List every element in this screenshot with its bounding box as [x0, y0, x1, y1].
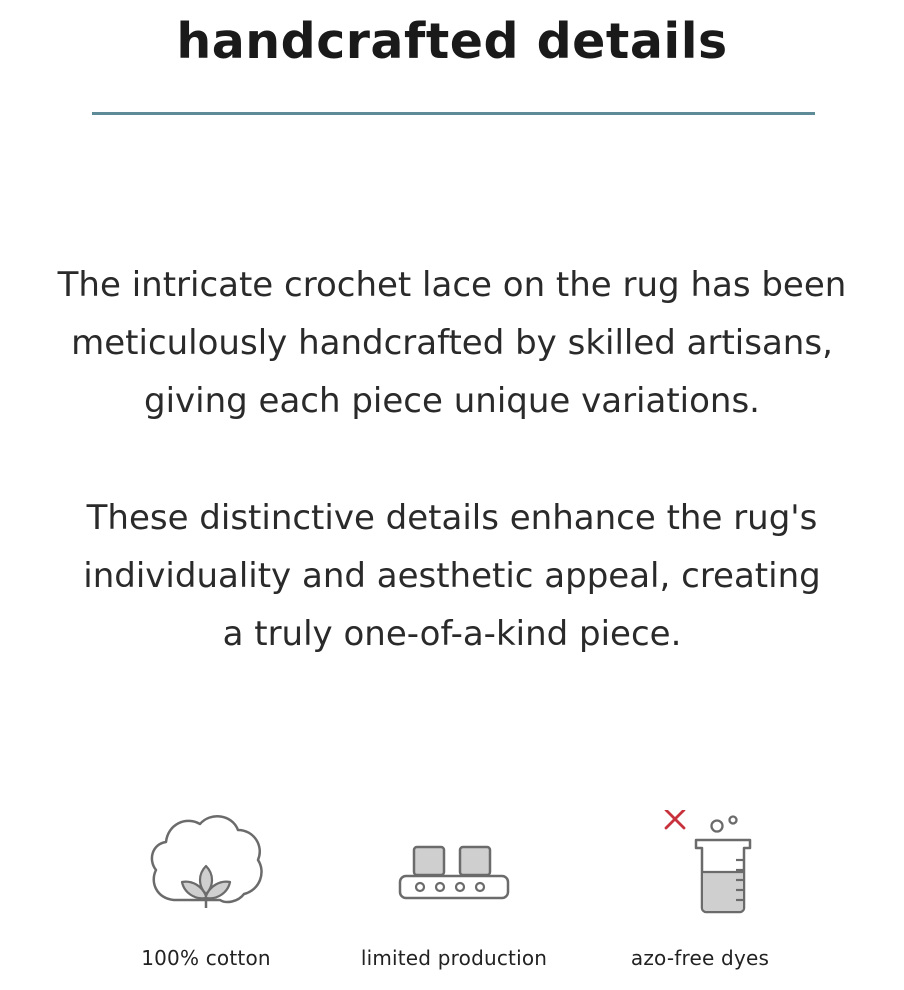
feature-cotton-label: 100% cotton — [141, 946, 271, 970]
feature-cotton — [96, 810, 316, 980]
feature-limited-production-label: limited production — [360, 946, 548, 970]
paragraph-1-line-2: meticulously handcrafted by skilled artisans, — [71, 323, 833, 363]
conveyor-belt-icon — [394, 810, 514, 910]
paragraph-1-line-1: The intricate crochet lace on the rug has been — [57, 265, 847, 305]
paragraph-2-line-1: These distinctive details enhance the rug's — [86, 498, 818, 538]
feature-azo-free-dyes — [590, 810, 810, 980]
feature-list — [0, 810, 904, 980]
paragraph-1-line-3: giving each piece unique variations. — [144, 381, 760, 421]
feature-azo-free-dyes-label: azo-free dyes — [630, 946, 770, 970]
title-divider — [92, 112, 815, 115]
paragraph-2-line-2: individuality and aesthetic appeal, creating — [83, 556, 821, 596]
description-paragraph-2 — [0, 489, 904, 663]
page-title: handcrafted details — [176, 13, 728, 70]
cotton-icon — [146, 810, 266, 910]
feature-limited-production — [344, 810, 564, 980]
description-paragraph-1 — [0, 256, 904, 430]
beaker-no-chemicals-icon — [640, 810, 760, 914]
paragraph-2-line-3: a truly one-of-a-kind piece. — [222, 614, 682, 654]
